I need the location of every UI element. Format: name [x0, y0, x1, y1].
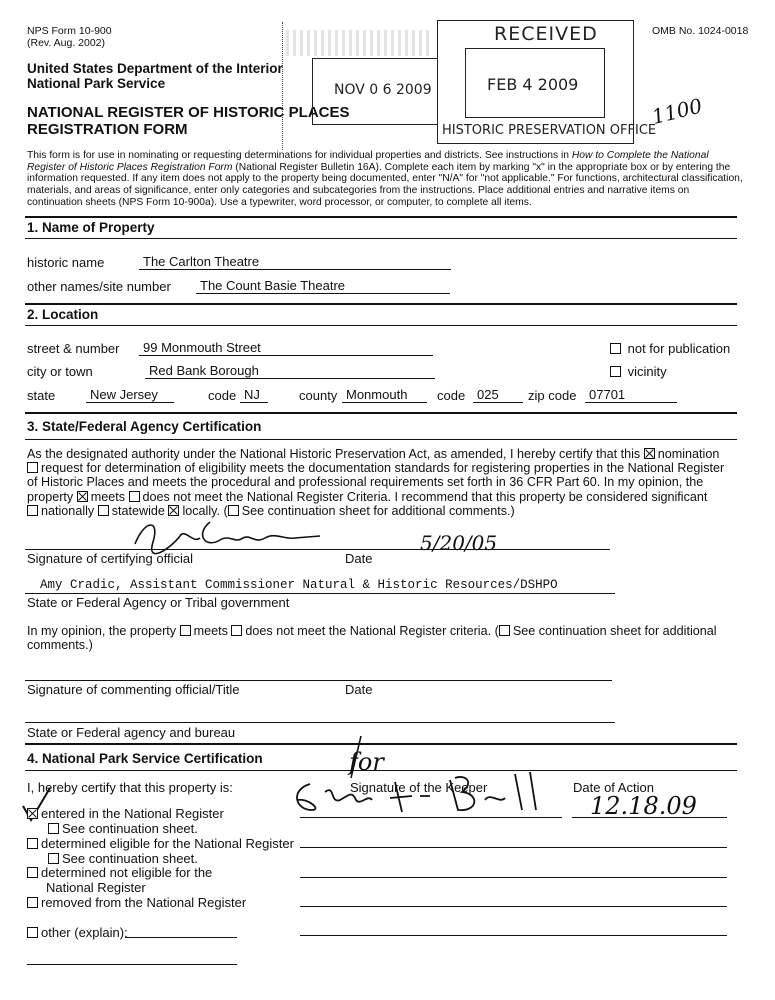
keeper-line [300, 906, 727, 907]
continuation-comments-label: See continuation sheet for additional comments.) [241, 503, 515, 518]
received-stamp-date: FEB 4 2009 [487, 75, 579, 94]
certifying-signature [125, 514, 325, 554]
date-of-action-label: Date of Action [573, 780, 654, 795]
street-field[interactable]: 99 Monmouth Street [139, 340, 433, 356]
section-divider [25, 325, 737, 326]
county-field[interactable]: Monmouth [342, 387, 427, 403]
other-checkbox[interactable] [27, 927, 38, 938]
opinion-text-2: does not meet the National Register criteria. ( [245, 624, 499, 638]
certification-paragraph [27, 447, 742, 518]
nationally-checkbox[interactable] [27, 505, 38, 516]
opinion-line-2: comments.) [27, 638, 93, 653]
removed-label: removed from the National Register [41, 895, 247, 910]
keeper-line [300, 847, 727, 848]
opinion-continuation-checkbox[interactable] [499, 625, 510, 636]
entered-checkbox[interactable] [27, 808, 38, 819]
cert-line-4-text: does not meet the National Register Criteria. I recommend that this property be considered significant [142, 489, 708, 504]
meets-label: meets [90, 489, 125, 504]
nomination-label: nomination [657, 447, 720, 461]
keeper-line [300, 877, 727, 878]
eligible-continuation-checkbox[interactable] [48, 853, 59, 864]
form-title: NATIONAL REGISTER OF HISTORIC PLACES [27, 104, 350, 121]
entered-option[interactable] [27, 806, 224, 821]
nationally-label: nationally [41, 503, 95, 518]
svg-text:for: for [349, 748, 384, 776]
removed-checkbox[interactable] [27, 897, 38, 908]
form-number: NPS Form 10-900 [27, 25, 112, 37]
instructions-text-2: (National Register Bulletin 16A). Complete each item by marking "x" in the appropriate box or by entering the information requested. If any item does not apply to the property being documented, enter "N/A" for "not applicable." For functions, architectural classification, materials, and areas of significance, enter only categories and subcategories from the instructions. Place additional entries and narrative items on continuation sheets (NPS Form 10-900a). Use a typewriter, word processor, or computer, to complete all items. [27, 161, 743, 208]
section-divider [25, 412, 737, 414]
comment-signature-line [25, 680, 612, 681]
service-name: National Park Service [27, 76, 166, 91]
date-of-action-handwritten [588, 786, 718, 826]
opinion-meets-checkbox[interactable] [180, 625, 191, 636]
other-option[interactable] [27, 925, 128, 940]
city-label: city or town [27, 364, 93, 379]
entered-continuation-label: See continuation sheet. [62, 821, 198, 836]
stamp-edge-line [282, 22, 284, 150]
other-label: other (explain): [41, 925, 128, 940]
meets-criteria-checkbox[interactable] [77, 491, 88, 502]
received-stamp-office: HISTORIC PRESERVATION OFFICE [442, 123, 657, 138]
keeper-signature [290, 770, 550, 830]
opinion-meets-label: meets [193, 624, 228, 638]
city-field[interactable]: Red Bank Borough [145, 363, 435, 379]
section-divider [25, 303, 737, 305]
not-for-publication-label: not for publication [627, 341, 731, 356]
opinion-text-3: See continuation sheet for additional [512, 624, 717, 638]
form-revision: (Rev. Aug. 2002) [27, 37, 106, 49]
department-name: United States Department of the Interior [27, 61, 283, 76]
opinion-text-1: In my opinion, the property [27, 624, 177, 638]
section-2-title: 2. Location [27, 307, 99, 322]
eligibility-request-checkbox[interactable] [27, 462, 38, 473]
does-not-meet-checkbox[interactable] [129, 491, 140, 502]
historic-name-field[interactable]: The Carlton Theatre [139, 254, 451, 270]
comment-date-label: Date [345, 682, 373, 697]
vicinity-label: vicinity [627, 364, 667, 379]
historic-name-label: historic name [27, 255, 105, 270]
determined-eligible-label: determined eligible for the National Register [41, 836, 294, 851]
cert-line-3: of Historic Places and meets the procedural and professional requirements set forth in 36 CFR Part 60. In my opinion, the [27, 475, 704, 490]
determined-eligible-option[interactable] [27, 836, 294, 851]
svg-text:5/20/05: 5/20/05 [420, 531, 498, 555]
locally-label: locally. ( [182, 503, 228, 518]
bureau-line [25, 722, 615, 723]
certifying-date-handwritten [418, 526, 508, 562]
handwritten-number [650, 94, 710, 128]
not-eligible-checkbox[interactable] [27, 867, 38, 878]
not-eligible-option[interactable] [27, 865, 212, 880]
statewide-label: statewide [111, 503, 165, 518]
vicinity-option[interactable] [610, 364, 667, 379]
not-eligible-label: determined not eligible for the [41, 865, 213, 880]
section-divider [25, 238, 737, 239]
agency-label: State or Federal Agency or Tribal government [27, 595, 290, 610]
nomination-checkbox[interactable] [644, 448, 655, 459]
not-for-publication-option[interactable] [610, 341, 730, 356]
county-label: county [299, 388, 338, 403]
certifying-signature-label: Signature of certifying official [27, 551, 193, 566]
entered-continuation-checkbox[interactable] [48, 823, 59, 834]
keeper-line [300, 817, 562, 818]
zip-label: zip code [528, 388, 577, 403]
received-stamp-title: RECEIVED [494, 23, 598, 45]
svg-text:1100: 1100 [649, 93, 705, 130]
state-label: state [27, 388, 56, 403]
not-for-publication-checkbox[interactable] [610, 343, 621, 354]
section-divider [25, 439, 737, 440]
keeper-signature-label: Signature of the Keeper [350, 780, 488, 795]
other-names-label: other names/site number [27, 279, 171, 294]
opinion-paragraph [27, 624, 742, 652]
cert-line-2 [27, 461, 742, 475]
vicinity-checkbox[interactable] [610, 366, 621, 377]
cert-line-2-text: request for determination of eligibility meets the documentation standards for registering properties in the National Register [41, 461, 725, 476]
cert-property-label: property [27, 489, 74, 504]
determined-eligible-checkbox[interactable] [27, 838, 38, 849]
instructions-text-italic: How to Complete the National Register of Historic Places Registration Form [27, 150, 709, 173]
not-eligible-label-2: National Register [46, 880, 146, 895]
cert-line-1-text: As the designated authority under the National Historic Preservation Act, as amended, I hereby certify that this [27, 447, 641, 461]
county-code-field[interactable]: 025 [473, 387, 523, 403]
instructions-text-1: This form is for use in nominating or requesting determinations for individual properties and districts. See instructions in [27, 150, 572, 161]
section-1-title: 1. Name of Property [27, 220, 155, 235]
state-field[interactable]: New Jersey [86, 387, 174, 403]
county-code-label: code [437, 388, 466, 403]
state-code-field[interactable]: NJ [240, 387, 268, 403]
certifying-date-label: Date [345, 551, 373, 566]
comment-signature-label: Signature of commenting official/Title [27, 682, 240, 697]
agency-line [25, 593, 615, 594]
cert-line-1 [27, 447, 742, 461]
zip-field[interactable]: 07701 [585, 387, 677, 403]
statewide-checkbox[interactable] [98, 505, 109, 516]
street-label: street & number [27, 341, 120, 356]
section-3-title: 3. State/Federal Agency Certification [27, 419, 262, 434]
signature-line [25, 549, 610, 550]
removed-option[interactable] [27, 895, 246, 910]
keeper-line [300, 935, 727, 936]
certifier-name-title: Amy Cradic, Assistant Commissioner Natural & Historic Resources/DSHPO [40, 578, 558, 592]
section-4-title: 4. National Park Service Certification [27, 751, 263, 766]
other-explain-line[interactable] [125, 937, 237, 938]
svg-text:12.18.09: 12.18.09 [590, 792, 697, 820]
action-date-line [572, 817, 727, 818]
keeper-certify-text: I, hereby certify that this property is: [27, 780, 233, 795]
bureau-label: State or Federal agency and bureau [27, 725, 236, 740]
form-subtitle: REGISTRATION FORM [27, 121, 188, 138]
entered-continuation-option[interactable] [48, 821, 198, 836]
opinion-not-meet-checkbox[interactable] [231, 625, 242, 636]
state-code-label: code [208, 388, 237, 403]
instructions-paragraph [27, 150, 747, 209]
eligible-continuation-option[interactable] [48, 851, 198, 866]
cert-line-4 [27, 490, 742, 504]
other-names-field[interactable]: The Count Basie Theatre [196, 278, 450, 294]
eligible-continuation-label: See continuation sheet. [62, 851, 198, 866]
nov-stamp-date: NOV 0 6 2009 [334, 82, 432, 98]
entered-label: entered in the National Register [41, 806, 224, 821]
section-divider [25, 216, 737, 218]
omb-number: OMB No. 1024-0018 [652, 25, 749, 37]
other-explain-line-2[interactable] [27, 964, 237, 965]
opinion-line-1 [27, 624, 742, 638]
faded-stamp-texture [286, 30, 431, 56]
